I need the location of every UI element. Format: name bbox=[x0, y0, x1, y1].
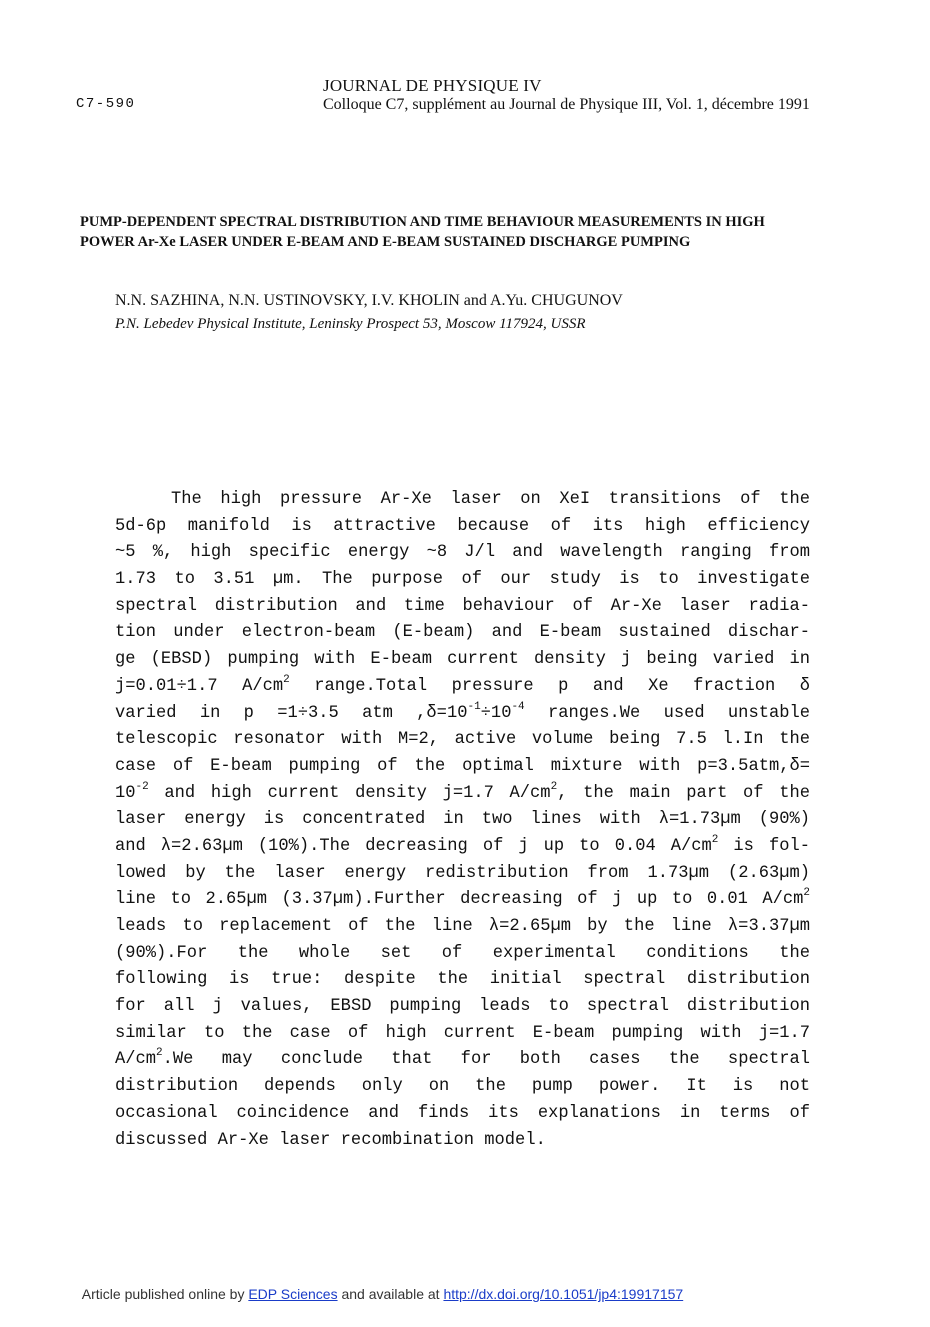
abstract-line: for all j values, EBSD pumping leads to spectral distribution bbox=[115, 997, 810, 1017]
abstract-line: distribution depends only on the pump power. It is not bbox=[115, 1077, 810, 1097]
abstract-line: (90%).For the whole set of experimental conditions the bbox=[115, 943, 810, 963]
abstract-line: and λ=2.63µm (10%).The decreasing of j up to 0.04 $A/cm^2$ is fol- bbox=[115, 833, 810, 856]
abstract-line: $A/cm^2.We$ may conclude that for both cases the spectral bbox=[115, 1047, 810, 1070]
abstract-line: telescopic resonator with M=2, active volume being 7.5 l.In the bbox=[115, 730, 810, 750]
abstract-line: tion under electron-beam (E-beam) and E-beam sustained dischar- bbox=[115, 623, 810, 643]
affiliation: P.N. Lebedev Physical Institute, Leninsky Prospect 53, Moscow 117924, USSR bbox=[115, 316, 586, 332]
abstract-line: discussed Ar-Xe laser recombination model. bbox=[115, 1130, 546, 1150]
footer-text: Article published online by bbox=[81, 1286, 249, 1302]
abstract-line: ge (EBSD) pumping with E-beam current density j being varied in bbox=[115, 650, 810, 670]
abstract-line: 1.73 to 3.51 µm. The purpose of our study is to investigate bbox=[115, 570, 810, 590]
abstract-line: similar to the case of high current E-beam pumping with j=1.7 bbox=[115, 1023, 810, 1043]
abstract-line: following is true: despite the initial spectral distribution bbox=[115, 970, 810, 990]
article-title: PUMP-DEPENDENT SPECTRAL DISTRIBUTION AND TIME BEHAVIOUR MEASUREMENTS IN HIGH POWER Ar-Xe LASER UNDER E-BEAM AND E-BEAM SUSTAINED DISCHARGE PUMPING bbox=[80, 214, 765, 250]
abstract-body bbox=[115, 487, 810, 1154]
publisher-link[interactable]: EDP Sciences bbox=[248, 1286, 338, 1302]
journal-subtitle: Colloque C7, supplément au Journal de Physique III, Vol. 1, décembre 1991 bbox=[323, 96, 810, 113]
abstract-line: $10^{-2}$ and high current density j=1.7 $A/cm^2$, the main part of the bbox=[115, 780, 810, 803]
abstract-line: The high pressure Ar-Xe laser on XeI transitions of the bbox=[171, 490, 810, 509]
abstract-line: j=0.01÷1.7 $A/cm^2$ range.Total pressure p and Xe fraction δ bbox=[115, 673, 811, 696]
abstract-line: varied in p =1÷3.5 atm $,\delta=10^{-1}\div 10^{-4}$ ranges.We used unstable bbox=[115, 700, 810, 723]
abstract-line: occasional coincidence and finds its explanations in terms of bbox=[115, 1103, 810, 1123]
abstract-line: ~5 %, high specific energy ~8 J/l and wavelength ranging from bbox=[115, 543, 810, 563]
author-list: N.N. SAZHINA, N.N. USTINOVSKY, I.V. KHOLIN and A.Yu. CHUGUNOV bbox=[115, 292, 623, 309]
journal-title: JOURNAL DE PHYSIQUE IV bbox=[323, 76, 542, 95]
abstract-line: laser energy is concentrated in two lines with λ=1.73µm (90%) bbox=[115, 810, 810, 830]
page-number: C7-590 bbox=[76, 96, 136, 112]
publication-footer bbox=[0, 1286, 765, 1302]
footer-text: and available at bbox=[337, 1286, 444, 1302]
abstract-line: case of E-beam pumping of the optimal mixture with p=3.5atm,δ= bbox=[115, 756, 810, 776]
abstract-line: line to 2.65µm (3.37µm).Further decreasing of j up to 0.01 $A/cm^2$ bbox=[115, 887, 810, 910]
abstract-line: leads to replacement of the line λ=2.65µm by the line λ=3.37µm bbox=[115, 917, 810, 936]
abstract-line: 5d-6p manifold is attractive because of its high efficiency bbox=[115, 516, 810, 536]
abstract-line: spectral distribution and time behaviour of Ar-Xe laser radia- bbox=[115, 596, 810, 616]
abstract-line: lowed by the laser energy redistribution from 1.73µm (2.63µm) bbox=[115, 863, 810, 883]
doi-link[interactable]: http://dx.doi.org/10.1051/jp4:19917157 bbox=[443, 1286, 684, 1302]
